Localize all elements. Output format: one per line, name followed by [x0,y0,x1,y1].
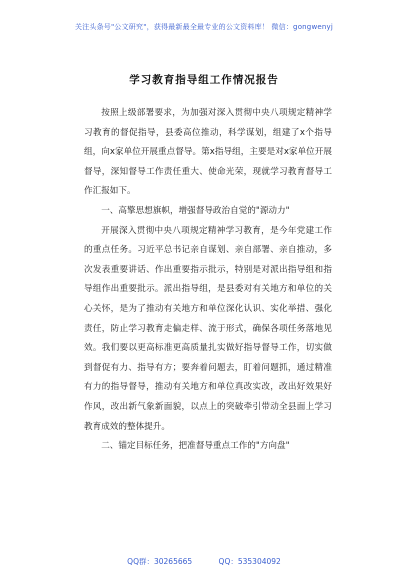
top-banner: 关注头条号"公文研究"，获得最新最全最专业的公文资料库！ 微信：gongwenyj [74,23,334,31]
qq-group-text: QQ群：30265665 [127,557,193,566]
document-title: 学习教育指导组工作情况报告 [129,74,279,86]
qq-number-text: QQ：535304092 [218,557,281,566]
intro-paragraph: 按照上级部署要求，为加强对深入贯彻中央八项规定精神学习教育的督促指导，县委高位推动，科学谋划，组建了x个指导组，向x家单位开展重点督导。第x指导组，主要是对x家单位开展督导，深知督导工作责任重大、使命光荣，现就学习教育督导工作汇报如下。 [84,108,332,197]
section-1-paragraph: 开展深入贯彻中央八项规定精神学习教育，是今年党建工作的重点任务。习近平总书记亲自谋划、亲自部署、亲自推动，多次发表重要讲话、作出重要指示批示，特别是对派出指导组和指导组作出重要批示。派出指导组，是县委对有关地方和单位的关心关怀，是为了推动有关地方和单位深化认识、实化举措、强化责任，防止学习教育走偏走样、流于形式，确保各项任务落地见效。我们要以更高标准更高质量扎实做好指导督导工作，切实做到督促有力、指导有方；要奔着问题去，盯着问题抓，通过精准有力的指导督导，推动有关地方和单位真改实改，改出好效果好作风，改出新气象新面貌，以点上的突破牵引带动全县面上学习教育成效的整体提升。 [84,225,332,432]
contact-footer [0,556,408,567]
section-heading-1: 一、高擎思想旗帜，增强督导政治自觉的"源动力" [101,205,290,216]
section-heading-2: 二、锚定目标任务，把准督导重点工作的"方向盘" [101,441,290,452]
document-body [84,104,332,457]
